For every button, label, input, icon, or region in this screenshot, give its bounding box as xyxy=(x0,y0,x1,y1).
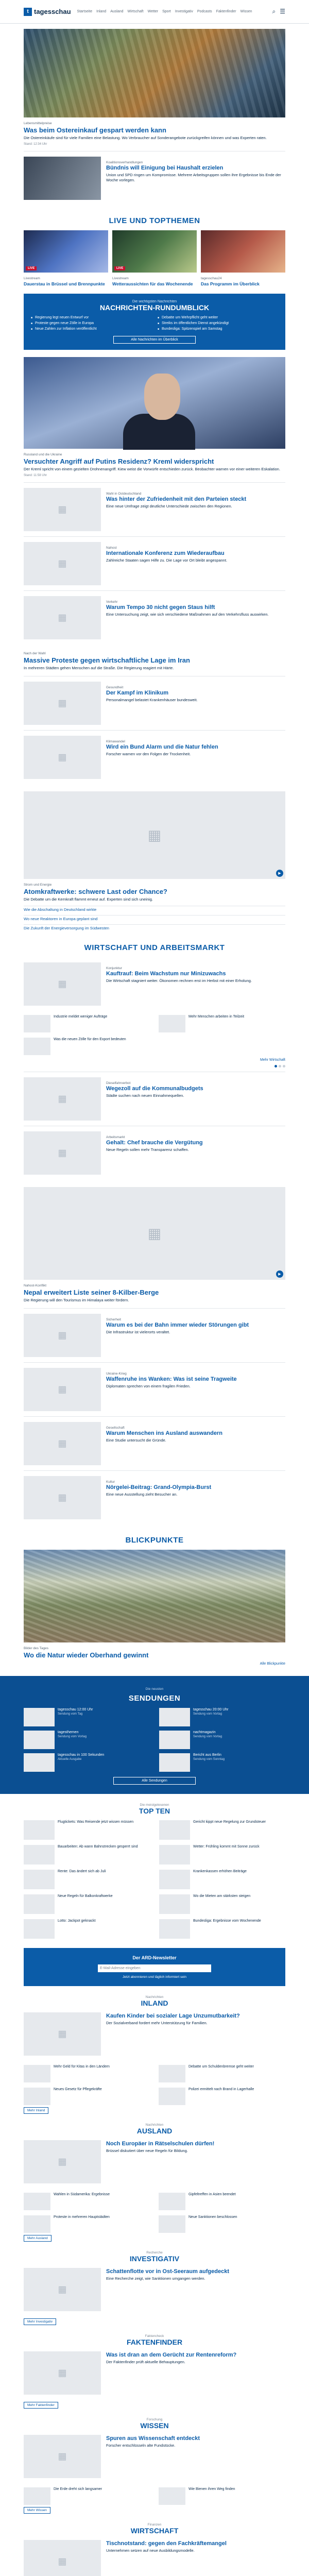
feature-image[interactable] xyxy=(24,357,285,449)
sendung-item[interactable] xyxy=(24,1708,150,1726)
video-thumbnail[interactable] xyxy=(112,230,197,273)
briefing-button[interactable]: Alle Nachrichten im Überblick xyxy=(113,336,196,344)
logo-text: tagesschau xyxy=(34,8,71,15)
article-thumbnail[interactable] xyxy=(24,1476,101,1519)
list-item[interactable] xyxy=(24,2346,285,2400)
section-kicker: Finanzen xyxy=(147,2523,162,2527)
article-kicker: Koalitionsverhandlungen xyxy=(106,161,143,165)
related-link[interactable]: Die Zukunft der Energieversorgung im Südwesten xyxy=(24,924,285,932)
article-teaser: Eine Recherche zeigt, wie Sanktionen umgangen werden. xyxy=(106,2276,205,2281)
article-headline[interactable]: Proteste in mehreren Hauptstädten xyxy=(54,2215,110,2219)
article-thumbnail[interactable] xyxy=(24,2487,50,2505)
sendung-thumbnail[interactable] xyxy=(159,1708,190,1726)
article-kicker: Bilder des Tages xyxy=(24,1647,48,1650)
article-teaser: Eine neue Ausstellung zieht Besucher an. xyxy=(106,1492,178,1497)
article-thumbnail[interactable] xyxy=(24,1038,50,1055)
section-kicker: Nachrichten xyxy=(145,1995,164,1999)
article-headline[interactable]: Bündnis will Einigung bei Haushalt erzielen xyxy=(106,165,224,172)
topten-item[interactable] xyxy=(24,1820,150,1840)
video-headline[interactable]: Dauerstau in Brüssel und Brennpunkte xyxy=(24,281,105,287)
hero-kicker: Lebensmittelpreise xyxy=(24,122,52,125)
article-headline[interactable]: Was ist dran an dem Gerücht zur Rentenreform? xyxy=(106,2352,237,2358)
nav-item[interactable]: Faktenfinder xyxy=(216,10,236,13)
article-headline[interactable]: Polizei ermittelt nach Brand in Lagerhalle xyxy=(188,2088,254,2091)
related-link[interactable]: Wie die Abschaltung in Deutschland wirkte xyxy=(24,906,285,913)
newsletter-title: Der ARD-Newsletter xyxy=(132,1955,177,1960)
list-item[interactable] xyxy=(24,1072,285,1126)
article-teaser: Forscher entschlüsseln alte Fundstücke. xyxy=(106,2443,176,2448)
article-thumbnail[interactable] xyxy=(159,1870,190,1889)
article-kicker: Nach der Wahl xyxy=(24,652,46,656)
article-teaser: Die Wirtschaft stagniert weiter. Ökonomen rechnen erst im Herbst mit einer Erholung. xyxy=(106,978,252,983)
article-thumbnail[interactable] xyxy=(24,596,101,639)
briefing-item[interactable]: ■ Neue Zahlen zur Inflation veröffentlicht xyxy=(31,327,151,331)
play-icon[interactable]: ▶ xyxy=(276,870,283,877)
article-kicker: Konjunktur xyxy=(106,966,123,970)
article-headline[interactable]: Wie Bienen ihren Weg finden xyxy=(188,2487,235,2491)
topten-item[interactable] xyxy=(24,1870,150,1889)
list-item[interactable] xyxy=(159,2215,285,2233)
article-headline[interactable]: Kaufen Kinder bei sozialer Lage Unzumutbarkeit? xyxy=(106,2013,240,2019)
live-badge: LIVE xyxy=(26,266,37,270)
logo[interactable] xyxy=(24,8,71,16)
article-teaser: Die Infrastruktur ist vielerorts veraltet. xyxy=(106,1330,170,1334)
sendung-subtitle: Sendung vom Vortag xyxy=(193,1735,222,1738)
briefing-list xyxy=(31,316,278,331)
nav-item[interactable]: Wissen xyxy=(240,10,252,13)
sendung-title[interactable]: tagesthemen xyxy=(58,1731,79,1734)
sendung-item[interactable] xyxy=(24,1753,150,1772)
sendung-item[interactable] xyxy=(159,1731,285,1749)
live-badge: LIVE xyxy=(114,266,125,270)
article-kicker: Klimawandel xyxy=(106,740,125,744)
article-thumbnail[interactable] xyxy=(24,682,101,725)
article-teaser: Zahlreiche Staaten sagen Hilfe zu. Die Lage vor Ort bleibt angespannt. xyxy=(106,558,228,563)
video-card[interactable] xyxy=(24,230,108,286)
section-title-inland: INLAND xyxy=(141,1999,168,2007)
topten-item[interactable] xyxy=(24,1845,150,1865)
more-link[interactable]: Mehr Inland xyxy=(24,2107,48,2114)
live-video-row xyxy=(24,230,285,286)
list-item[interactable] xyxy=(24,2263,285,2316)
list-item[interactable] xyxy=(24,1308,285,1362)
topten-item[interactable] xyxy=(159,1870,285,1889)
article-thumbnail[interactable] xyxy=(159,1015,185,1032)
article-teaser: Union und SPD ringen um Kompromisse. Mehrere Arbeitsgruppen sollen ihre Ergebnisse bis Ende der Woche vorlegen. xyxy=(106,173,281,183)
sendung-subtitle: Sendung vom Vortag xyxy=(193,1713,222,1716)
sendung-title[interactable]: nachtmagazin xyxy=(193,1731,216,1734)
article-headline[interactable]: Was die neuen Zölle für den Export bedeuten xyxy=(54,1037,126,1041)
article-teaser: In mehreren Städten gehen Menschen auf die Straße. Die Regierung reagiert mit Härte. xyxy=(24,666,174,671)
topten-item[interactable] xyxy=(24,1894,150,1914)
article-thumbnail[interactable] xyxy=(24,1919,55,1939)
article-kicker: Wahl in Ostdeutschland xyxy=(106,492,142,496)
play-icon[interactable]: ▶ xyxy=(276,1270,283,1278)
list-item[interactable] xyxy=(24,730,285,784)
article-headline[interactable]: Wegezoll auf die Kommunalbudgets xyxy=(106,1085,203,1092)
topten-item[interactable] xyxy=(24,1919,150,1939)
video-story-image[interactable] xyxy=(24,1187,285,1280)
blickpunkte-image[interactable] xyxy=(24,1550,285,1642)
article-thumbnail[interactable] xyxy=(24,2012,101,2056)
list-item[interactable] xyxy=(24,1416,285,1470)
sendung-item[interactable] xyxy=(24,1731,150,1749)
article-thumbnail[interactable] xyxy=(159,2065,185,2082)
article-headline[interactable]: Neue Sanktionen beschlossen xyxy=(188,2215,237,2219)
article-thumbnail[interactable] xyxy=(24,1894,55,1914)
article-headline[interactable]: Was hinter der Zufriedenheit mit den Parteien steckt xyxy=(106,496,247,503)
article-thumbnail[interactable] xyxy=(24,962,101,1006)
article-thumbnail[interactable] xyxy=(159,2193,185,2210)
section-kicker: Die neusten xyxy=(145,1687,164,1691)
article-headline[interactable]: Wahlen in Südamerika: Ergebnisse xyxy=(54,2193,110,2196)
list-item[interactable] xyxy=(159,2088,285,2105)
sendung-subtitle: Sendung vom Sonntag xyxy=(193,1758,225,1761)
more-link[interactable]: Mehr Wirtschaft xyxy=(260,1058,285,1062)
sendung-title[interactable]: tagesschau 12:00 Uhr xyxy=(58,1708,93,1711)
section-title-live: LIVE UND TOPTHEMEN xyxy=(109,216,200,226)
list-item[interactable] xyxy=(24,957,285,1011)
article-headline[interactable]: Wetter: Frühling kommt mit Sonne zurück xyxy=(193,1845,260,1849)
section-kicker: Die meistgelesenen xyxy=(140,1803,169,1807)
sendung-thumbnail[interactable] xyxy=(24,1708,55,1726)
list-item[interactable] xyxy=(24,2487,150,2505)
article-kicker: Ukraine-Krieg xyxy=(106,1372,127,1376)
article-thumbnail[interactable] xyxy=(24,1845,55,1865)
main-nav xyxy=(77,10,272,13)
video-headline[interactable]: Wetteraussichten für das Wochenende xyxy=(112,281,193,287)
article-kicker: Verkehr xyxy=(106,600,118,604)
list-item[interactable] xyxy=(24,151,285,205)
sendung-subtitle: Sendung vom Vortag xyxy=(58,1735,87,1738)
sendungen-section xyxy=(0,1676,309,1794)
list-item[interactable] xyxy=(24,676,285,730)
article-kicker: Gesundheit xyxy=(106,686,124,690)
section-kicker: Faktencheck xyxy=(145,2334,164,2338)
list-item[interactable] xyxy=(24,2007,285,2061)
section-title-ausland: AUSLAND xyxy=(136,2127,173,2135)
article-teaser: Die Regierung will den Tourismus im Himalaya weiter fördern. xyxy=(24,1297,129,1302)
list-item[interactable] xyxy=(24,2430,285,2483)
more-link[interactable]: Mehr Ausland xyxy=(24,2235,52,2242)
article-teaser: Personalmangel belastet Krankenhäuser bundesweit. xyxy=(106,698,198,703)
video-kicker: tagesschau24 xyxy=(201,277,222,281)
more-link[interactable]: Alle Blickpunkte xyxy=(260,1662,285,1666)
section-title-faktenfinder: FAKTENFINDER xyxy=(126,2338,183,2346)
article-headline[interactable]: Warum Menschen ins Ausland auswandern xyxy=(106,1430,222,1436)
nav-item[interactable]: Sport xyxy=(162,10,171,13)
article-teaser: Der Sozialverband fordert mehr Unterstützung für Familien. xyxy=(106,2021,208,2025)
article-headline[interactable]: Spuren aus Wissenschaft entdeckt xyxy=(106,2435,200,2442)
section-kicker: Forschung xyxy=(146,2418,163,2421)
list-item[interactable] xyxy=(24,590,285,645)
video-thumbnail[interactable] xyxy=(24,230,108,273)
article-headline[interactable]: Industrie meldet weniger Aufträge xyxy=(54,1014,108,1019)
article-kicker: Nahost-Konflikt xyxy=(24,1283,47,1287)
article-thumbnail[interactable] xyxy=(24,542,101,585)
list-item[interactable] xyxy=(24,2215,150,2233)
more-button[interactable]: Alle Sendungen xyxy=(113,1777,196,1785)
feature-headline[interactable]: Versuchter Angriff auf Putins Residenz? Kreml widerspricht xyxy=(24,457,214,466)
section-title-wirtschaft2: WIRTSCHAFT xyxy=(130,2527,179,2535)
article-headline[interactable]: Die Erde dreht sich langsamer xyxy=(54,2487,102,2491)
article-thumbnail[interactable] xyxy=(159,1894,190,1914)
feature-teaser: Der Kreml spricht von einem gezielten Drohnenangriff. Kiew weist die Vorwürfe entschieden zurück. Beobachter warnen vor einer weiteren Eskalation. xyxy=(24,467,281,472)
article-headline[interactable]: Schattenflotte vor in Ost-Seeraum aufgedeckt xyxy=(106,2268,229,2275)
section-title-wirtschaft: WIRTSCHAFT UND ARBEITSMARKT xyxy=(84,943,225,952)
article-kicker: Strom und Energie xyxy=(24,883,52,887)
article-headline[interactable]: Nörgelei-Beitrag: Grand-Olympia-Burst xyxy=(106,1484,212,1490)
section-title-wissen: WISSEN xyxy=(140,2421,169,2430)
site-header xyxy=(0,0,309,24)
article-headline[interactable]: Gericht kippt neue Regelung zur Grundsteuer xyxy=(193,1820,266,1824)
article-teaser: Brüssel diskutiert über neue Regeln für Bildung. xyxy=(106,2148,188,2153)
more-link[interactable]: Mehr Faktenfinder xyxy=(24,2402,58,2409)
feature-kicker: Russland und die Ukraine xyxy=(24,453,62,457)
article-headline[interactable]: Der Kampf im Klinikum xyxy=(106,690,169,697)
list-item[interactable] xyxy=(159,2487,285,2505)
article-thumbnail[interactable] xyxy=(159,2487,185,2505)
briefing-item[interactable]: ■ Bundesliga: Spitzenspiel am Samstag xyxy=(158,327,278,331)
article-thumbnail[interactable] xyxy=(24,1077,101,1121)
nav-item[interactable]: Inland xyxy=(96,10,107,13)
list-item[interactable] xyxy=(24,2065,150,2082)
article-teaser: Städte suchen nach neuen Einnahmequellen. xyxy=(106,1093,184,1098)
article-headline[interactable]: Debatte um Schuldenbremse geht weiter xyxy=(188,2065,254,2069)
newsletter-box xyxy=(24,1948,285,1986)
article-headline[interactable]: Krankenkassen erhöhen Beiträge xyxy=(193,1870,247,1873)
briefing-item[interactable]: ■ Streiks im öffentlichen Dienst angekündigt xyxy=(158,321,278,325)
article-kicker: Nahost xyxy=(106,546,117,550)
nav-item[interactable]: Startseite xyxy=(77,10,93,13)
carousel-dots[interactable] xyxy=(24,1065,285,1067)
article-thumbnail[interactable] xyxy=(24,2140,101,2183)
article-teaser: Eine Studie untersucht die Gründe. xyxy=(106,1438,166,1443)
more-link[interactable]: Mehr Investigativ xyxy=(24,2318,56,2325)
briefing-item[interactable]: ■ Proteste gegen neue Zölle in Europa xyxy=(31,321,151,325)
section-title-sendungen: SENDUNGEN xyxy=(128,1694,181,1703)
article-headline[interactable]: Mehr Menschen arbeiten in Teilzeit xyxy=(188,1014,245,1019)
video-card[interactable] xyxy=(112,230,197,286)
list-item[interactable] xyxy=(159,2065,285,2082)
list-item[interactable] xyxy=(159,2193,285,2210)
section-kicker: Nachrichten xyxy=(145,2123,164,2127)
more-link[interactable]: Mehr Wissen xyxy=(24,2507,50,2514)
article-kicker: Dieselfahrverbot xyxy=(106,1081,131,1085)
section-title-blickpunkte: BLICKPUNKTE xyxy=(125,1536,184,1545)
briefing-kicker: Die wichtigsten Nachrichten xyxy=(132,300,177,304)
article-teaser: Die Debatte um die Kernkraft flammt erneut auf. Experten sind sich uneinig. xyxy=(24,897,153,902)
article-headline[interactable]: Internationale Konferenz zum Wiederaufbau xyxy=(106,550,225,557)
article-thumbnail[interactable] xyxy=(24,1131,101,1175)
video-card[interactable] xyxy=(201,230,285,286)
section-title-investigativ: INVESTIGATIV xyxy=(129,2255,180,2263)
article-headline[interactable]: Wird ein Bund Alarm und die Natur fehlen xyxy=(106,744,218,751)
sendung-thumbnail[interactable] xyxy=(24,1731,55,1749)
list-item[interactable] xyxy=(24,2535,285,2576)
article-headline[interactable]: Bauarbeiten: Ab wann Bahnstrecken gesperrt sind xyxy=(58,1845,138,1849)
video-kicker: Livestream xyxy=(24,277,40,281)
article-headline[interactable]: Kauftrauf: Beim Wachstum nur Minizuwachs xyxy=(106,970,226,977)
hero-headline[interactable]: Was beim Ostereinkauf gespart werden kann xyxy=(24,126,166,134)
article-teaser: Diplomaten sprechen von einem fragilen Frieden. xyxy=(106,1384,191,1388)
article-thumbnail[interactable] xyxy=(159,1845,190,1865)
briefing-item[interactable]: ■ Debatte um Wehrpflicht geht weiter xyxy=(158,316,278,319)
list-item[interactable] xyxy=(24,482,285,536)
search-icon[interactable]: ⌕ xyxy=(272,8,276,15)
big-story-image[interactable] xyxy=(24,791,285,879)
article-kicker: Arbeitsmarkt xyxy=(106,1135,125,1139)
article-headline[interactable]: Mehr Geld für Kitas in den Ländern xyxy=(54,2065,110,2069)
article-headline[interactable]: Massive Proteste gegen wirtschaftliche Lage im Iran xyxy=(24,656,190,665)
article-thumbnail[interactable] xyxy=(24,1820,55,1840)
article-kicker: Kultur xyxy=(106,1480,115,1484)
article-headline[interactable]: Atomkraftwerke: schwere Last oder Chance? xyxy=(24,888,167,896)
list-item[interactable] xyxy=(24,2088,150,2105)
newsletter-subtitle: Jetzt abonnieren und täglich informiert sein xyxy=(123,1975,186,1979)
sendung-subtitle: Sendung vom Tag xyxy=(58,1713,83,1716)
article-headline[interactable]: Flugtickets: Was Reisende jetzt wissen müssen xyxy=(58,1820,134,1824)
article-thumbnail[interactable] xyxy=(24,2268,101,2311)
article-thumbnail[interactable] xyxy=(159,1820,190,1840)
article-headline[interactable]: Neue Regeln für Balkonkraftwerke xyxy=(58,1894,113,1898)
briefing-title: NACHRICHTEN-RUNDUMBLICK xyxy=(99,303,210,312)
list-item[interactable] xyxy=(159,1015,285,1032)
article-thumbnail[interactable] xyxy=(24,2215,50,2233)
sendung-thumbnail[interactable] xyxy=(159,1731,190,1749)
article-thumbnail[interactable] xyxy=(24,488,101,531)
article-thumbnail[interactable] xyxy=(24,2193,50,2210)
sendung-thumbnail[interactable] xyxy=(24,1753,55,1772)
list-item[interactable] xyxy=(24,536,285,590)
article-thumbnail[interactable] xyxy=(24,1422,101,1465)
topten-item[interactable] xyxy=(159,1820,285,1840)
feature-meta: Stand: 11:58 Uhr xyxy=(24,474,47,478)
article-thumbnail[interactable] xyxy=(159,2215,185,2233)
sendung-title[interactable]: tagesschau 20:00 Uhr xyxy=(193,1708,229,1711)
article-thumbnail[interactable] xyxy=(24,2435,101,2478)
article-thumbnail[interactable] xyxy=(24,2351,101,2395)
list-item[interactable] xyxy=(24,1015,150,1032)
logo-icon: t xyxy=(24,8,32,16)
list-item[interactable] xyxy=(24,2193,150,2210)
article-headline[interactable]: Noch Europäer in Rätselschulen dürfen! xyxy=(106,2141,215,2147)
article-thumbnail[interactable] xyxy=(24,2088,50,2105)
article-headline[interactable]: Warum Tempo 30 nicht gegen Staus hilft xyxy=(106,604,215,611)
article-headline[interactable]: Lotto: Jackpot geknackt xyxy=(58,1919,96,1923)
list-item[interactable] xyxy=(24,1126,285,1180)
article-teaser: Neue Regeln sollen mehr Transparenz schaffen. xyxy=(106,1147,189,1152)
article-kicker: Gesellschaft xyxy=(106,1426,125,1430)
article-headline[interactable]: Waffenruhe ins Wanken: Was ist seine Tragweite xyxy=(106,1376,237,1382)
section-title-topten: TOP TEN xyxy=(139,1807,170,1815)
article-headline[interactable]: Wo die Natur wieder Oberhand gewinnt xyxy=(24,1651,149,1659)
article-teaser: Forscher warnen vor den Folgen der Trockenheit. xyxy=(106,752,191,757)
nav-item[interactable]: Wetter xyxy=(147,10,159,13)
article-teaser: Eine neue Umfrage zeigt deutliche Unterschiede zwischen den Regionen. xyxy=(106,504,232,509)
nav-item[interactable]: Podcasts xyxy=(197,10,212,13)
list-item[interactable] xyxy=(24,2135,285,2189)
topten-item[interactable] xyxy=(159,1845,285,1865)
article-thumbnail[interactable] xyxy=(24,736,101,779)
video-thumbnail[interactable] xyxy=(201,230,285,273)
article-thumbnail[interactable] xyxy=(24,2540,101,2576)
list-item[interactable] xyxy=(24,1470,285,1524)
topten-item[interactable] xyxy=(159,1919,285,1939)
briefing-item[interactable]: ■ Regierung legt neuen Entwurf vor xyxy=(31,316,151,319)
article-kicker: Sicherheit xyxy=(106,1318,121,1321)
article-headline[interactable]: Bundesliga: Ergebnisse vom Wochenende xyxy=(193,1919,261,1923)
list-item[interactable] xyxy=(24,1362,285,1416)
article-teaser: Unternehmen setzen auf neue Ausbildungsmodelle. xyxy=(106,2548,195,2553)
hero-image[interactable] xyxy=(24,29,285,117)
article-headline[interactable]: Warum es bei der Bahn immer wieder Störungen gibt xyxy=(106,1322,249,1328)
article-thumbnail[interactable] xyxy=(24,1314,101,1357)
related-link[interactable]: Wo neue Reaktoren in Europa geplant sind xyxy=(24,915,285,923)
article-thumbnail[interactable] xyxy=(159,1919,190,1939)
article-headline[interactable]: Neues Gesetz für Pflegekräfte xyxy=(54,2088,102,2091)
article-thumbnail[interactable] xyxy=(159,2088,185,2105)
newsletter-email-input[interactable]: E-Mail-Adresse eingeben xyxy=(98,1964,211,1972)
article-headline[interactable]: Tischnotstand: gegen den Fachkräftemangel xyxy=(106,2540,227,2547)
menu-icon[interactable]: ☰ xyxy=(280,8,285,15)
sendung-item[interactable] xyxy=(159,1708,285,1726)
article-thumbnail[interactable] xyxy=(24,1368,101,1411)
topten-item[interactable] xyxy=(159,1894,285,1914)
briefing-box xyxy=(24,294,285,350)
hero-teaser: Die Ostereinkäufe sind für viele Familien eine Belastung. Wo Verbraucher auf Sonderangebote zurückgreifen können und was Experten raten. xyxy=(24,135,267,140)
sendung-item[interactable] xyxy=(159,1753,285,1772)
article-thumbnail[interactable] xyxy=(24,1870,55,1889)
article-headline[interactable]: Rente: Das ändert sich ab Juli xyxy=(58,1870,106,1873)
video-headline[interactable]: Das Programm im Überblick xyxy=(201,281,260,287)
sendung-title[interactable]: Bericht aus Berlin xyxy=(193,1753,221,1757)
sendung-thumbnail[interactable] xyxy=(159,1753,190,1772)
list-item[interactable] xyxy=(24,1038,150,1055)
article-headline[interactable]: Nepal erweitert Liste seiner 8-Kilber-Berge xyxy=(24,1288,159,1296)
section-kicker: Recherche xyxy=(146,2251,163,2255)
article-thumbnail[interactable] xyxy=(24,157,101,200)
article-teaser: Der Faktenfinder prüft aktuelle Behauptungen. xyxy=(106,2360,185,2364)
nav-item[interactable]: Wirtschaft xyxy=(127,10,144,13)
article-thumbnail[interactable] xyxy=(24,1015,50,1032)
article-teaser: Eine Untersuchung zeigt, wie sich verschiedene Maßnahmen auf den Verkehrsfluss auswirken. xyxy=(106,612,269,617)
article-thumbnail[interactable] xyxy=(24,2065,50,2082)
hero-meta: Stand: 12:34 Uhr xyxy=(24,143,47,146)
article-headline[interactable]: Gehalt: Chef brauche die Vergütung xyxy=(106,1139,203,1146)
article-headline[interactable]: Gipfeltreffen in Asien beendet xyxy=(188,2193,236,2196)
article-headline[interactable]: Wo die Mieten am stärksten steigen xyxy=(193,1894,251,1898)
nav-item[interactable]: Investigativ xyxy=(175,10,193,13)
video-kicker: Livestream xyxy=(112,277,129,281)
nav-item[interactable]: Ausland xyxy=(110,10,124,13)
sendung-subtitle: Aktuelle Ausgabe xyxy=(58,1758,82,1761)
sendung-title[interactable]: tagesschau in 100 Sekunden xyxy=(58,1753,105,1757)
